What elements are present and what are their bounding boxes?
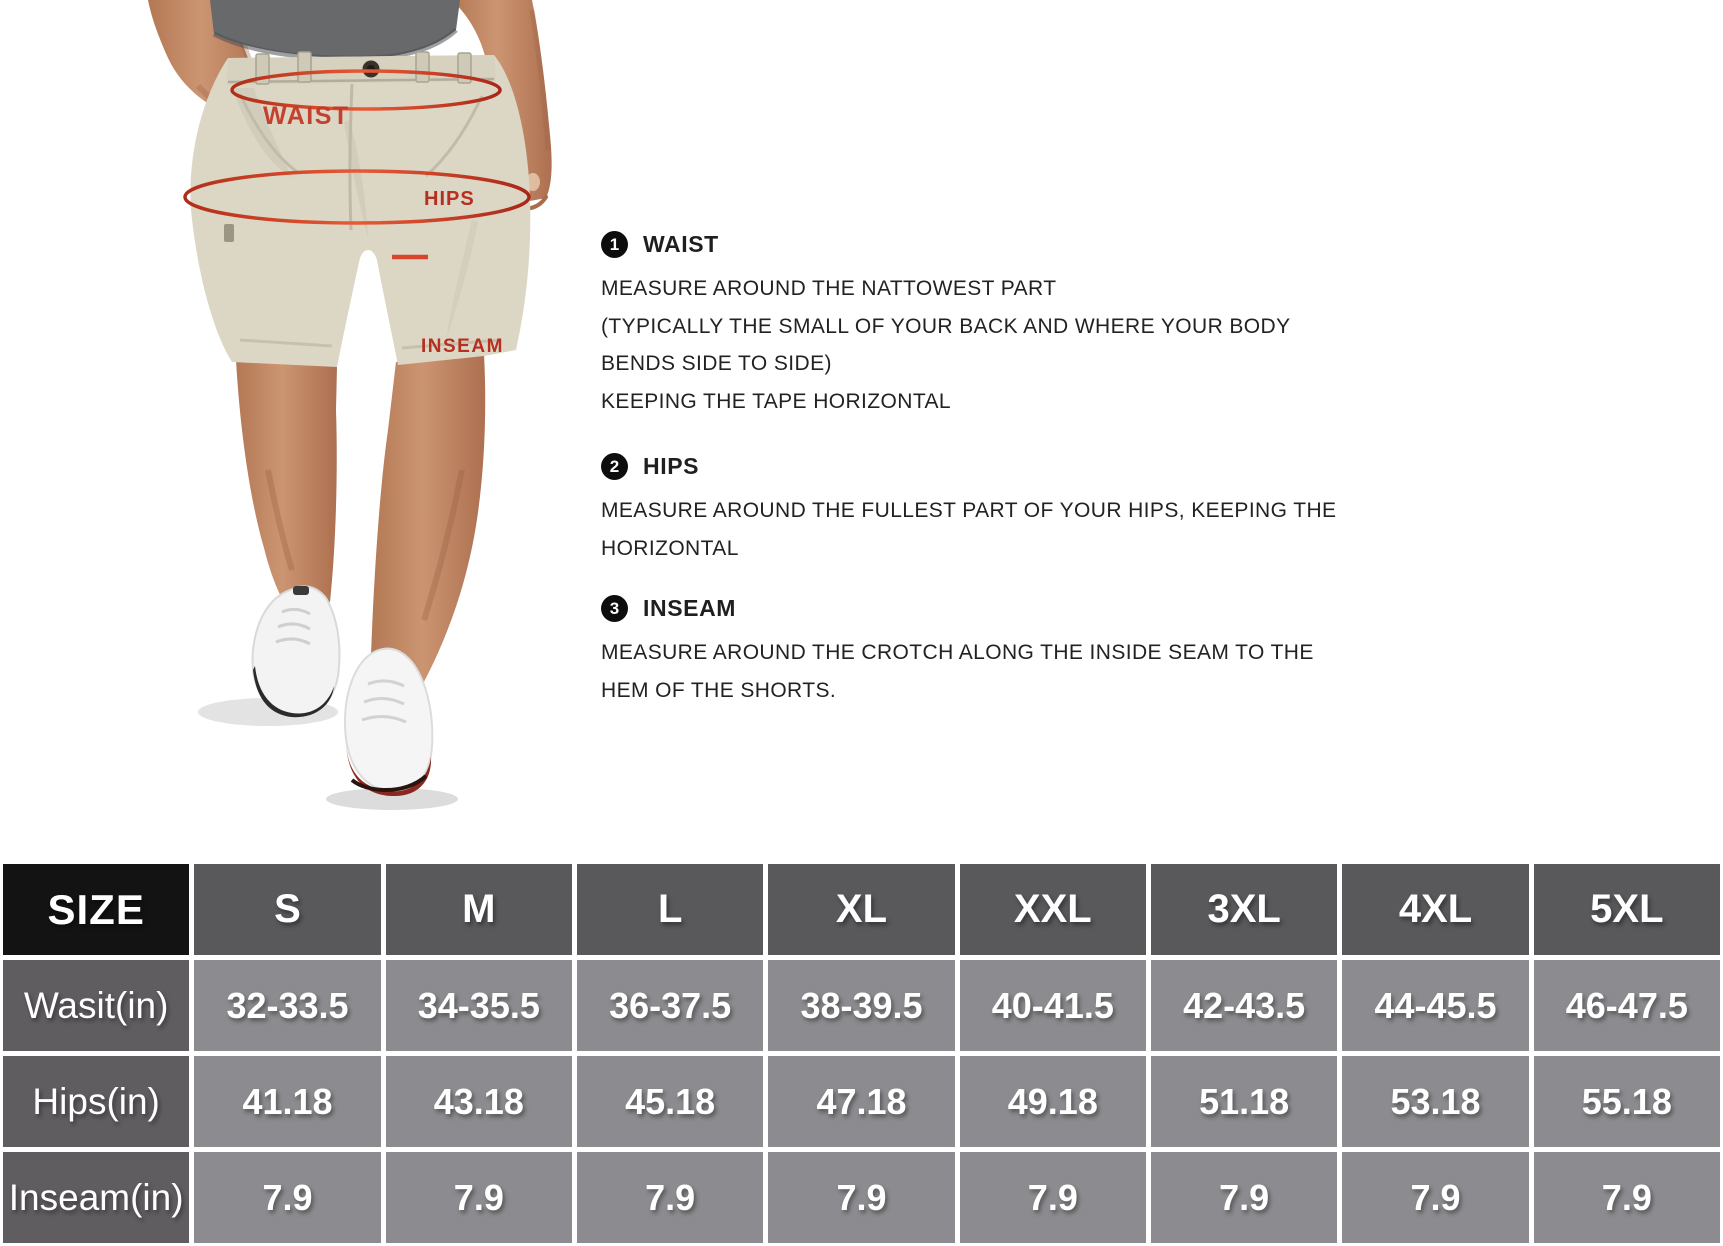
step-3-badge: 3 (601, 595, 628, 622)
instruction-hips (601, 451, 1336, 567)
inseam-annotation-label: INSEAM (421, 336, 504, 357)
left-shoe (253, 586, 340, 717)
table-header-l: L (577, 864, 763, 955)
instruction-line: BENDS SIDE TO SIDE) (601, 352, 832, 375)
instruction-line: MEASURE AROUND THE NATTOWEST PART (601, 277, 1057, 300)
inseam-value: 7.9 (194, 1152, 380, 1243)
row-label-hips: Hips(in) (3, 1056, 189, 1147)
hips-value: 49.18 (960, 1056, 1146, 1147)
waist-value: 44-45.5 (1342, 960, 1528, 1051)
inseam-value: 7.9 (577, 1152, 763, 1243)
table-header-4xl: 4XL (1342, 864, 1528, 955)
waist-value: 42-43.5 (1151, 960, 1337, 1051)
instruction-line: (TYPICALLY THE SMALL OF YOUR BACK AND WHERE YOUR BODY (601, 314, 1291, 338)
instruction-line: MEASURE AROUND THE FULLEST PART OF YOUR HIPS, KEEPING THE (601, 499, 1337, 522)
hips-value: 51.18 (1151, 1056, 1337, 1147)
hips-annotation-label: HIPS (424, 188, 475, 210)
row-label-inseam: Inseam(in) (3, 1152, 189, 1243)
inseam-value: 7.9 (1534, 1152, 1720, 1243)
hips-value: 55.18 (1534, 1056, 1720, 1147)
waist-value: 36-37.5 (577, 960, 763, 1051)
table-header-s: S (194, 864, 380, 955)
model-photo (0, 0, 640, 820)
instruction-waist-title: WAIST (643, 230, 719, 257)
instruction-line: HEM OF THE SHORTS. (601, 678, 837, 702)
table-header-5xl: 5XL (1534, 864, 1720, 955)
inseam-value: 7.9 (1151, 1152, 1337, 1243)
waist-value: 40-41.5 (960, 960, 1146, 1051)
table-header-3xl: 3XL (1151, 864, 1337, 955)
waist-value: 46-47.5 (1534, 960, 1720, 1051)
table-header-xxl: XXL (960, 864, 1146, 955)
instruction-line: MEASURE AROUND THE CROTCH ALONG THE INSIDE SEAM TO THE (601, 641, 1314, 664)
instruction-inseam-title: INSEAM (643, 594, 737, 621)
step-1-badge: 1 (601, 231, 628, 258)
waist-value: 38-39.5 (768, 960, 954, 1051)
instruction-waist (601, 229, 1290, 420)
instruction-line: KEEPING THE TAPE HORIZONTAL (601, 389, 951, 413)
instruction-hips-title: HIPS (643, 452, 700, 479)
waist-value: 34-35.5 (386, 960, 572, 1051)
hips-value: 45.18 (577, 1056, 763, 1147)
inseam-value: 7.9 (386, 1152, 572, 1243)
waist-annotation-label: WAIST (263, 102, 350, 130)
row-label-waist: Wasit(in) (3, 960, 189, 1051)
table-header-xl: XL (768, 864, 954, 955)
step-2-badge: 2 (601, 453, 628, 480)
hips-value: 41.18 (194, 1056, 380, 1147)
hips-value: 47.18 (768, 1056, 954, 1147)
table-header-size: SIZE (3, 864, 189, 955)
inseam-value: 7.9 (1342, 1152, 1528, 1243)
instruction-inseam (601, 593, 1314, 709)
size-chart-table (0, 861, 1723, 1246)
hips-value: 43.18 (386, 1056, 572, 1147)
instruction-line: HORIZONTAL (601, 536, 739, 560)
hips-value: 53.18 (1342, 1056, 1528, 1147)
inseam-value: 7.9 (960, 1152, 1146, 1243)
waist-value: 32-33.5 (194, 960, 380, 1051)
inseam-value: 7.9 (768, 1152, 954, 1243)
table-header-m: M (386, 864, 572, 955)
